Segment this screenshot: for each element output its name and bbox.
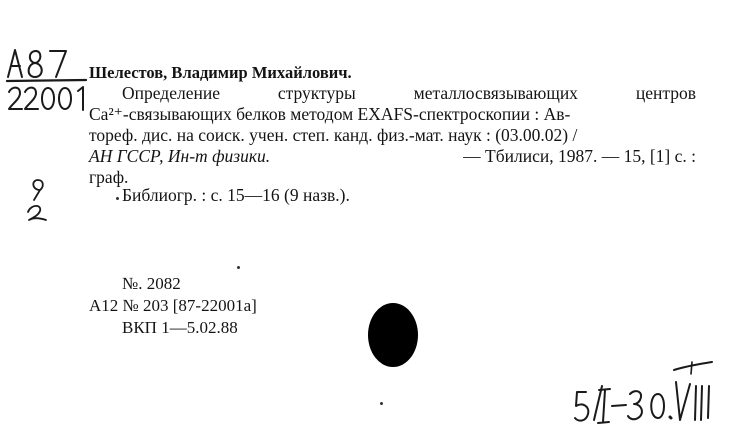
stray-dot — [116, 197, 119, 200]
handwritten-margin-mark — [24, 178, 54, 222]
punch-hole — [368, 303, 418, 367]
entry-line-4 — [89, 146, 696, 168]
accession-number: №. 2082 — [122, 274, 181, 293]
vkp-number: ВКП 1—5.02.88 — [122, 318, 238, 337]
handwritten-call-number — [4, 44, 90, 114]
entry-line-3: тореф. дис. на соиск. учен. степ. канд. физ.-мат. наук : (03.00.02) / — [89, 125, 578, 145]
stray-dot — [237, 266, 240, 269]
entry-line-1 — [122, 83, 696, 105]
handwritten-shelf-mark — [572, 356, 722, 432]
imprint: — Тбилиси, 1987. — 15, [1] с. : — [463, 146, 696, 166]
entry-line-1-word: центров — [635, 83, 696, 103]
entry-line-2: Ca²⁺-связывающих белков методом EXAFS-спектроскопии : Ав- — [89, 104, 571, 124]
entry-line-5: граф. — [89, 167, 129, 187]
bibliography-note: Библиогр. : с. 15—16 (9 назв.). — [122, 185, 350, 205]
accession-code: А12 № 203 [87-22001а] — [89, 296, 257, 315]
entry-line-1-word: металлосвязывающих — [413, 83, 578, 103]
issuing-organization: АН ГССР, Ин-т физики. — [89, 146, 271, 166]
entry-line-1-word: Определение — [122, 83, 220, 103]
stray-dot — [380, 402, 383, 405]
author-heading: Шелестов, Владимир Михайлович. — [89, 63, 352, 82]
entry-line-1-word: структуры — [277, 83, 356, 103]
